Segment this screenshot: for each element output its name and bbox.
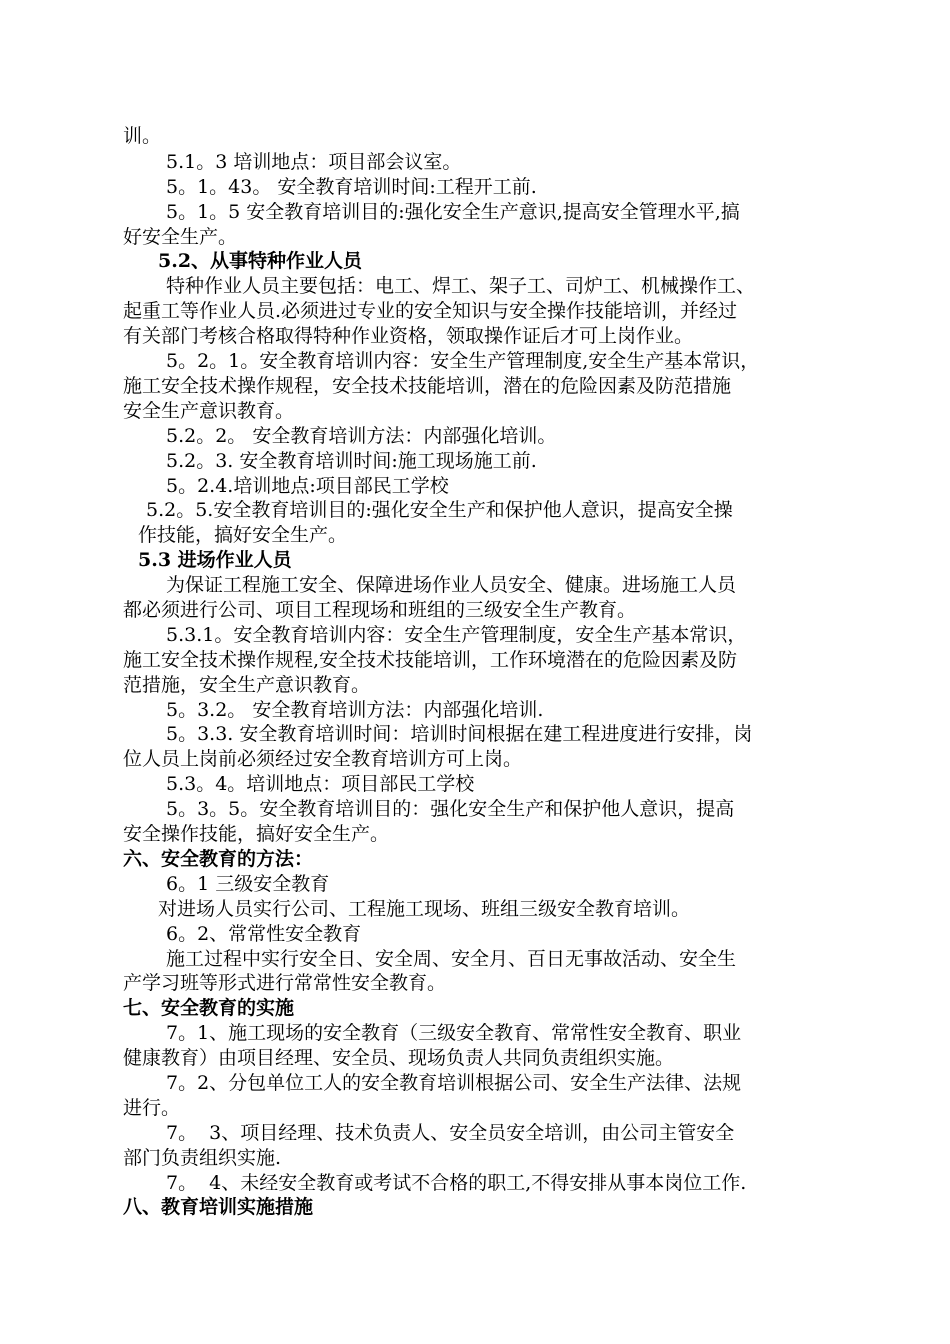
text-line: 范措施，安全生产意识教育。 (123, 674, 371, 696)
section-heading: 八、教育培训实施措施 (123, 1196, 314, 1218)
text-line: 施工过程中实行安全日、安全周、安全月、百日无事故活动、安全生 (166, 948, 737, 970)
text-line: 对进场人员实行公司、工程施工现场、班组三级安全教育培训。 (158, 898, 691, 920)
text-line: 5。3.2。 安全教育培训方法：内部强化培训. (166, 699, 544, 721)
text-line: 为保证工程施工安全、保障进场作业人员安全、健康。进场施工人员 (166, 574, 737, 596)
section-heading: 5.3 进场作业人员 (138, 549, 292, 571)
text-line: 安全生产意识教育。 (123, 400, 295, 422)
text-line: 健康教育）由项目经理、安全员、现场负责人共同负责组织实施。 (123, 1047, 675, 1069)
text-line: 6。1 三级安全教育 (166, 873, 330, 895)
text-line: 5。2。1。安全教育培训内容：安全生产管理制度,安全生产基本常识， (166, 350, 760, 372)
text-line: 5。2.4.培训地点:项目部民工学校 (166, 475, 449, 497)
text-line: 5。1。5 安全教育培训目的:强化安全生产意识,提高安全管理水平,搞 (166, 201, 740, 223)
text-line: 5.2。5.安全教育培训目的:强化安全生产和保护他人意识，提高安全操 (146, 499, 733, 521)
section-heading: 七、安全教育的实施 (123, 997, 295, 1019)
section-heading: 六、安全教育的方法： (123, 848, 314, 870)
text-line: 5.1。3 培训地点：项目部会议室。 (166, 151, 462, 173)
text-line: 有关部门考核合格取得特种作业资格，领取操作证后才可上岗作业。 (123, 325, 694, 347)
text-line: 训。 (123, 125, 162, 147)
text-line: 都必须进行公司、项目工程现场和班组的三级安全生产教育。 (123, 599, 637, 621)
text-line: 5。3。5。安全教育培训目的：强化安全生产和保护他人意识，提高 (166, 798, 735, 820)
text-line: 5.3。4。培训地点：项目部民工学校 (166, 773, 475, 795)
text-line: 好安全生产。 (123, 226, 238, 248)
text-line: 产学习班等形式进行常常性安全教育。 (123, 972, 447, 994)
text-line: 安全操作技能，搞好安全生产。 (123, 823, 390, 845)
text-line: 施工安全技术操作规程，安全技术技能培训，潜在的危险因素及防范措施 (123, 375, 732, 397)
text-line: 5。1。43。 安全教育培训时间:工程开工前. (166, 176, 537, 198)
text-line: 部门负责组织实施. (123, 1147, 282, 1169)
text-line: 特种作业人员主要包括：电工、焊工、架子工、司炉工、机械操作工、 (166, 275, 756, 297)
text-line: 作技能，搞好安全生产。 (138, 524, 348, 546)
text-line: 进行。 (123, 1097, 181, 1119)
text-line: 7。 3、项目经理、技术负责人、安全员安全培训，由公司主管安全 (166, 1122, 735, 1144)
text-line: 起重工等作业人员.必须进过专业的安全知识与安全操作技能培训，并经过 (123, 300, 738, 322)
text-line: 7。 4、未经安全教育或考试不合格的职工,不得安排从事本岗位工作. (166, 1172, 747, 1194)
text-line: 5.3.1。安全教育培训内容：安全生产管理制度，安全生产基本常识， (166, 624, 747, 646)
text-line: 7。2、分包单位工人的安全教育培训根据公司、安全生产法律、法规 (166, 1072, 742, 1094)
text-line: 5。3.3. 安全教育培训时间：培训时间根据在建工程进度进行安排，岗 (166, 723, 753, 745)
text-line: 7。1、施工现场的安全教育（三级安全教育、常常性安全教育、职业 (166, 1022, 742, 1044)
text-line: 5.2。2。 安全教育培训方法：内部强化培训。 (166, 425, 557, 447)
text-line: 6。2、常常性安全教育 (166, 923, 362, 945)
text-line: 5.2。3. 安全教育培训时间:施工现场施工前. (166, 450, 537, 472)
text-line: 位人员上岗前必须经过安全教育培训方可上岗。 (123, 748, 523, 770)
section-heading: 5.2、从事特种作业人员 (158, 250, 363, 272)
text-line: 施工安全技术操作规程,安全技术技能培训，工作环境潜在的危险因素及防 (123, 649, 738, 671)
